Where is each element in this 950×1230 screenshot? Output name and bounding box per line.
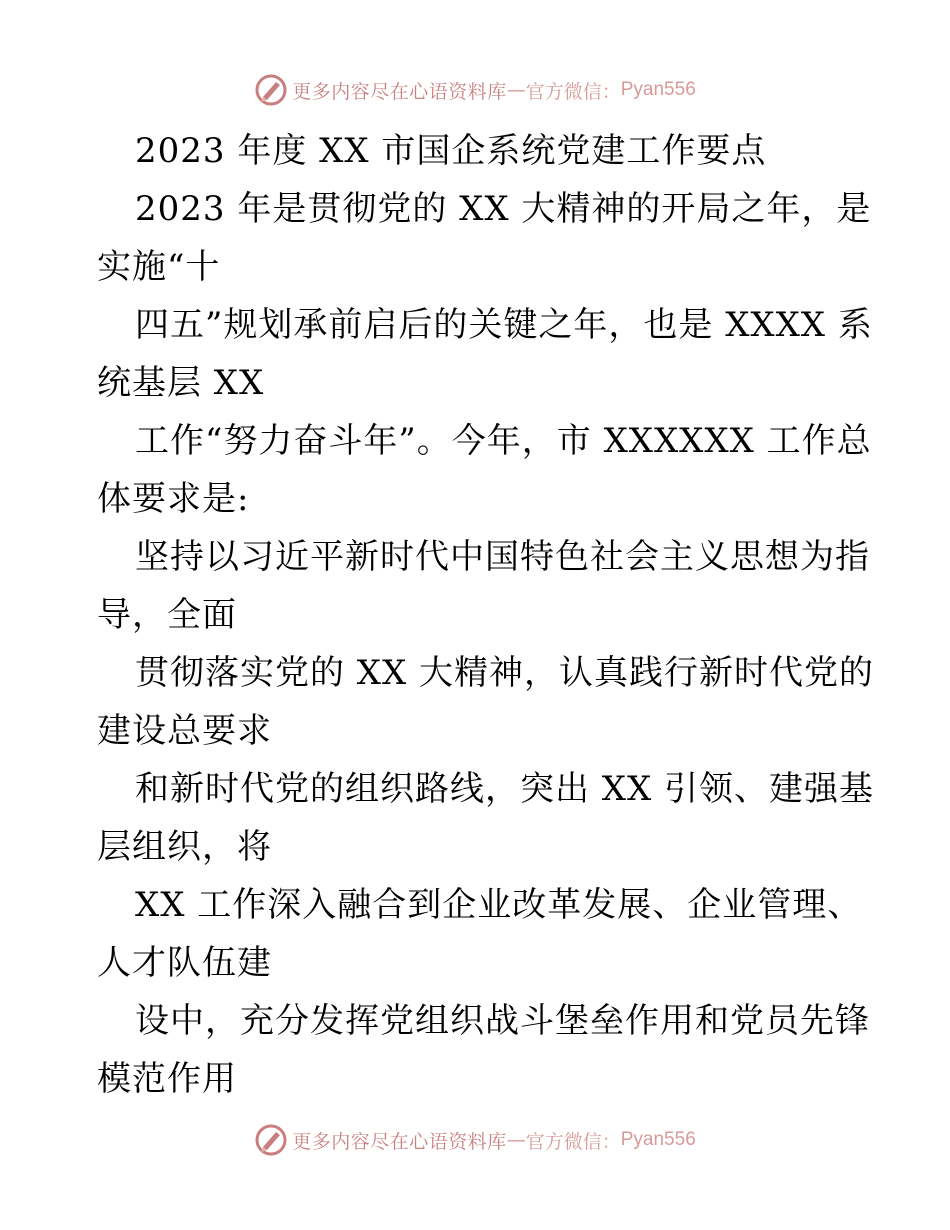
footer-watermark: [0, 1120, 950, 1160]
watermark-brand: 更多内容尽在心语资料库: [292, 80, 507, 103]
text-line: 坚持以习近平新时代中国特色社会主义思想为指: [135, 537, 870, 577]
text-line: 贯彻落实党的 XX 大精神，认真践行新时代党的: [135, 653, 875, 693]
text-line: 和新时代党的组织路线，突出 XX 引领、建强基: [135, 769, 875, 809]
text-line: 工作“努力奋斗年”。今年，市 XXXXXX 工作总: [135, 421, 872, 461]
watermark-wechat-id: Pyan556: [620, 1129, 696, 1150]
text-line: 层组织，将: [97, 827, 272, 867]
text-line: 四五”规划承前启后的关键之年，也是 XXXX 系: [135, 305, 873, 345]
text-line: 模范作用: [97, 1059, 237, 1099]
text-line: 实施“十: [97, 247, 221, 287]
text-line: 建设总要求: [97, 711, 272, 751]
watermark-separator: —: [506, 79, 526, 101]
watermark-contact-label: 官方微信：: [525, 80, 621, 103]
header-watermark: [0, 70, 950, 110]
text-line: XX 工作深入融合到企业改革发展、企业管理、: [135, 885, 863, 925]
document-body: [97, 122, 875, 1108]
pen-logo-icon: [254, 73, 288, 107]
watermark-brand: 更多内容尽在心语资料库: [292, 1130, 507, 1153]
text-line: 体要求是:: [97, 479, 250, 519]
watermark-separator: —: [506, 1129, 526, 1151]
text-line: 2023 年是贯彻党的 XX 大精神的开局之年，是: [135, 189, 872, 229]
text-line: 导，全面: [97, 595, 237, 635]
watermark-contact-label: 官方微信：: [525, 1130, 621, 1153]
watermark-wechat-id: Pyan556: [620, 79, 696, 100]
text-line: 统基层 XX: [97, 363, 265, 403]
pen-logo-icon: [254, 1123, 288, 1157]
text-line: 设中，充分发挥党组织战斗堡垒作用和党员先锋: [135, 1001, 870, 1041]
document-title: 2023 年度 XX 市国企系统党建工作要点: [135, 131, 767, 171]
text-line: 人才队伍建: [97, 943, 272, 983]
